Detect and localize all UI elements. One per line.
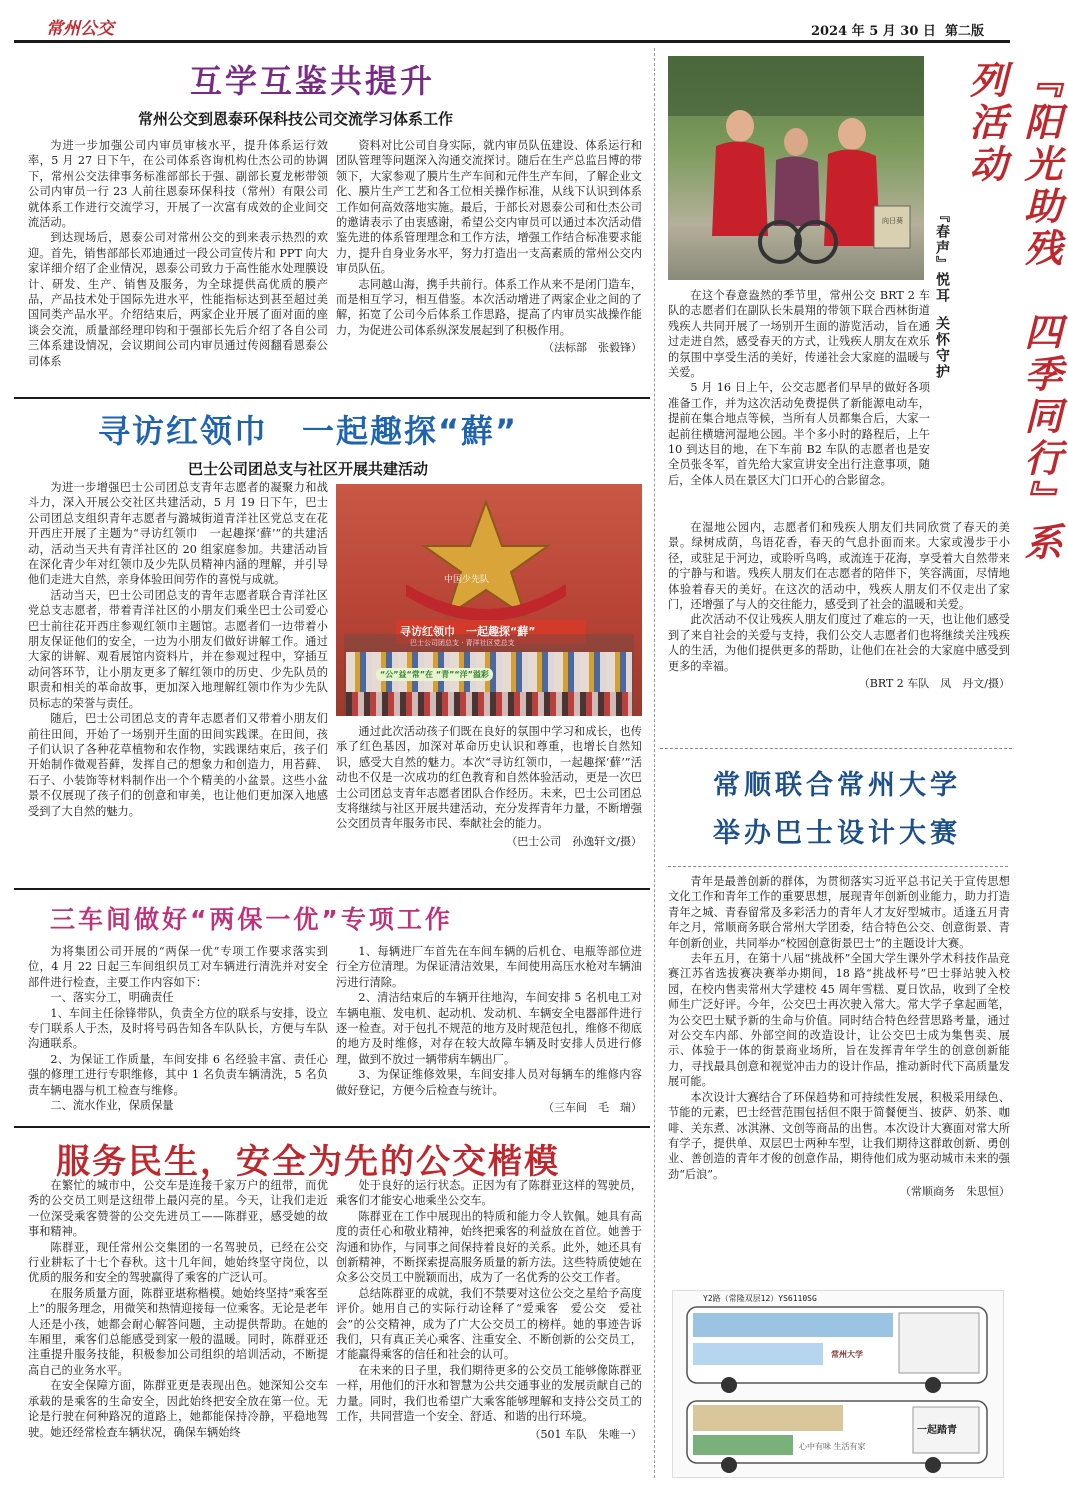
- article5-body-bottom: [668, 520, 1010, 691]
- bus-caption: Y2路（常隆双层12）YS6110SG: [703, 1294, 817, 1303]
- article-exchange-learning: [20, 48, 646, 388]
- page-header: [0, 0, 1024, 44]
- paragraph: 1、每辆进厂车首先在车间车辆的后机仓、电瓶等部位进行全方位清理。为保证清洁效果，车间使用高压水枪对车辆油污进行清除。: [336, 945, 642, 989]
- article6-body: [668, 874, 1010, 1200]
- paragraph: 总结陈群亚的成就，我们不禁要对这位公交之星给予高度评价。她用自己的实际行动诠释了“爱乘客 爱公交 爱社会”的公交精神，成为了广大公交员工的榜样。她的事迹告诉我们，只有真正关心乘客、注重安全、不断创新的公交员工，才能赢得乘客的信任和社会的认可。: [336, 1286, 642, 1362]
- bus-text-b: 一起踏青: [917, 1425, 957, 1436]
- article6-title-line1: 常顺联合常州大学: [713, 770, 961, 801]
- paragraph: 活动当天，巴士公司团总支的青年志愿者联合青洋社区党总支志愿者，带着青洋社区的小朋友们乘坐巴士公司爱心巴士前往花开西庄参观红领巾主题馆。志愿者们一边带着小朋友保证他们的安全，一边为小朋友们做好讲解工作。通过大家的讲解、观看展馆内资料片，并在参观过程中，穿插互动问答环节，让小朋友更多了解红领巾的历史、少先队员的职责和相关的革命故事，更加深入地理解红领巾作为少先队员标志的荣誉与责任。: [28, 588, 328, 710]
- section-rule-right: [660, 748, 1012, 749]
- people-row: [346, 692, 632, 716]
- paragraph: 在繁忙的城市中，公交车是连接千家万户的纽带，而优秀的公交员工则是这纽带上最闪亮的星。今天，让我们走近一位深受乘客赞誉的公交先进员工——陈群亚，感受她的故事和精神。: [28, 1179, 328, 1239]
- bus-design-figure: [672, 1290, 1004, 1478]
- paragraph: 在湿地公园内，志愿者们和残疾人朋友们共同欣赏了春天的美景。绿树成荫，鸟语花香，春天的气息扑面而来。大家或漫步于小径，或驻足于河边，或聆听鸟鸣，或流连于花海，享受着大自然带来的宁静与和谐。残疾人朋友们在志愿者的陪伴下，笑容满面，尽情地体验着春天的美好。在这次的活动中，残疾人朋友们不仅走出了家门，还增强了与人的交往能力，感受到了社会的温暖和关爱。: [668, 521, 1010, 612]
- article2-col2: [336, 724, 642, 849]
- section-rule: [14, 397, 650, 399]
- paragraph: 处于良好的运行状态。正因为有了陈群亚这样的驾驶员，乘客们才能安心地乘坐公交车。: [336, 1179, 642, 1208]
- bus-text-a: 常州大学: [831, 1350, 863, 1359]
- article5-title: 『阳光助残 四季同行』系列活动: [963, 60, 1063, 564]
- paragraph: 在安全保障方面，陈群亚更是表现出色。她深知公交车承载的是乘客的生命安全，因此始终把安全放在第一位。无论是行驶在何种路况的道路上，她都能保持冷静，平稳地驾驶。她还经常检查车辆状况，确保车辆始终: [28, 1379, 328, 1439]
- article-workshop: [20, 890, 646, 1124]
- article5-body-top: [668, 288, 930, 488]
- paragraph: 5 月 16 日上午，公交志愿者们早早的做好各项准备工作，并为这次活动免费提供了新能源电动车，提前在集合地点等候，当所有人员都集合后，大家一起前往横塘河湿地公园。半个多小时的路程后，上午 10 到达目的地，在下车前 B2 车队的志愿者也是安全员张冬军，首先给大家宣讲安全出行注意事项，随后，全体人员在景区大门口开心的合影留念。: [668, 381, 930, 487]
- article2-signature: （巴士公司 孙逸轩文/摄）: [506, 834, 642, 848]
- article-bus-model: [20, 1128, 646, 1478]
- paragraph: 通过此次活动孩子们既在良好的氛围中学习和成长，也传承了红色基因，加深对革命历史认识和尊重，也增长自然知识，感受大自然的魅力。本次“寻访红领巾，一起趣探‘蘚’”活动也不仅是一次成功的红色教育和自然体验活动，更是一次巴士公司团总支青年志愿者团队合作经历。未来，巴士公司团总支将继续与社区开展共建活动，充分发挥青年力量，不断增强公交团员青年服务市民、奉献社会的能力。: [336, 725, 642, 831]
- article4-title: 服务民生，安全为先的公交楷模: [56, 1142, 560, 1182]
- article1-col2: [336, 138, 642, 356]
- issue-date: [811, 20, 984, 39]
- article4-signature: （501 车队 朱唯一）: [529, 1427, 642, 1441]
- paragraph: 在这个春意盎然的季节里，常州公交 BRT 2 车队的志愿者们在副队长朱晨翔的带领下联合西林街道残疾人共同开展了一场别开生面的游览活动，旨在通过走进自然，感受春天的方式，让残疾人朋友在欢乐的氛围中享受生活的美好，传递社会大家庭的温暖与关爱。: [668, 289, 930, 380]
- paragraph: 陈群亚在工作中展现出的特质和能力令人钦佩。她具有高度的责任心和敬业精神，始终把乘客的利益放在首位。她善于沟通和协作，与同事之间保持着良好的关系。此外，她还具有创新精神，不断探索提高服务质量的新方法。这些特质使她在众多公交员工中脱颖而出，成为了一名优秀的公交工作者。: [336, 1209, 642, 1285]
- bus-text-c: 心中有味 生活有家: [799, 1442, 866, 1451]
- article5-subtitle-b: 关怀守护: [934, 316, 950, 380]
- article6-title-line2: 举办巴士设计大赛: [713, 818, 961, 849]
- photo-sign-text: 向日葵: [882, 217, 903, 225]
- paragraph: 此次活动不仅让残疾人朋友们度过了难忘的一天，也让他们感受到了来自社会的关爱与支持，我们公交人志愿者们也将继续关注残疾人的生活，为他们提供更多的帮助，让他们在社会的大家庭中感受到更多的幸福。: [668, 613, 1010, 673]
- article1-title: 互学互鉴共提升: [190, 62, 436, 100]
- paragraph: 资料对比公司自身实际，就内审员队伍建设、体系运行和团队管理等问题深入沟通交流探讨。随后在生产总监吕博的带领下，大家参观了膜片生产车间和元件生产车间，了解企业文化、膜片生产工艺和各工位相关操作标准，从线下认识到体系工作如何高效落地实施。最后，于部长对恩泰公司和仕杰公司的邀请表示了由衷感谢，希望公交内审员可以通过本次活动借鉴先进的体系管理理念和工作方法，增强工作结合标准要求能力，提升自身业务水平，努力打造出一支高素质的常州公交内审员队伍。: [336, 139, 642, 276]
- paragraph: 随后，巴士公司团总支的青年志愿者们又带着小朋友们前往田间，开始了一场别开生面的田间实践课。在田间，孩子们认识了各种花草植物和农作物，实践课结束后，孩子们开始制作微观苔藓，发挥自己的想象力和创造力，用苔藓、石子、小装饰等材料制作出一个个精美的小盆景。这些小盆景不仅展现了孩子们的创意和审美，也让他们更加深入地感受到了大自然的魅力。: [28, 712, 328, 818]
- article5-subtitle-a: 『春声』悦耳: [934, 208, 950, 304]
- paragraph: 陈群亚，现任常州公交集团的一名驾驶员，已经在公交行业耕耘了十七个春秋。这十几年间，她始终坚守岗位，以优质的服务和安全的驾驶赢得了乘客的广泛认可。: [28, 1240, 328, 1285]
- paragraph: 2、清洁结束后的车辆开往地沟，车间安排 5 名机电工对车辆电瓶、发电机、起动机、发动机、车辆安全电器部件进行逐一检查。对于包扎不规范的地方及时规范包扎，维修不彻底的地方及时维修，对存在较大故障车辆及时安排人员进行修理，做到不放过一辆带病车辆出厂。: [336, 991, 642, 1066]
- article1-subtitle: 常州公交到恩泰环保科技公司交流学习体系工作: [138, 110, 454, 128]
- photo-banner: 寻访红领巾 一起趣探“蘚”: [400, 625, 536, 638]
- column-divider: [654, 48, 655, 1478]
- article3-col2: [336, 944, 642, 1115]
- paragraph: 在服务质量方面，陈群亚堪称楷模。她始终坚持“乘客至上”的服务理念，用微笑和热情迎接每一位乘客。无论是老年人还是小孩，她都会耐心解答问题，主动提供帮助。在她的车厢里，乘客们总能感受到家一般的温暖。同时，陈群亚还注重提升服务技能，积极参加公司组织的培训活动，不断提高自己的业务水平。: [28, 1286, 328, 1377]
- article3-title: 三车间做好“两保一优”专项工作: [50, 905, 453, 934]
- paragraph: 一、落实分工，明确责任: [50, 991, 174, 1005]
- paragraph: 为进一步增强巴士公司团总支青年志愿者的凝聚力和战斗力，深入开展公交社区共建活动，5 月 19 日下午，巴士公司团总支组织青年志愿者与潞城街道青洋社区党总支在花开西庄开展了主题为“寻访红领巾 一起趣探‘蘚’”的共建活动，活动当天共有青洋社区的 20 组家庭参加。共建活动旨在深化青少年对红领巾及少先队员精神内涵的理解，并引导他们走进大自然，亲身体验田间劳作的喜悦与成就。: [28, 481, 328, 587]
- article-disability-support: [662, 48, 1063, 748]
- paragraph: 到达现场后，恩泰公司对常州公交的到来表示热烈的欢迎。首先，销售部部长邓迪通过一段公司宣传片和 PPT 向大家详细介绍了企业情况，恩泰公司致力于高性能水处理膜设计、研发、生产、销售及服务，为全球提供高优质的膜产品，产品技术处于国际先进水平，性能指标达到甚至超过美国同类产品水平。介绍结束后，两家企业开展了面对面的座谈会交流，质量部经理印钧和于强部长先后介绍了各自公司三体系建设情况，会议期间公司内审员通过传阅翻看恩泰公司体系: [28, 231, 328, 368]
- paragraph: 去年五月，在第十八届“挑战杯”全国大学生课外学术科技作品竞赛江苏省选拔赛决赛举办期间，18 路“挑战杯号”巴士驿站驶入校园，在校内售卖常州大学建校 45 周年雪糕、夏日饮品，收到了全校师生广泛好评。今年，公交巴士再次驶入常大。常大学子拿起画笔，为公交巴士赋予新的生命与价值。同时结合特色经营思路考量，通过对公交车内部、外部空间的改造设计，让公交巴士成为集售卖、展示、体验于一体的街景商业场所，旨在发挥青年学生的创意创新能力，寻找最具创意和视觉冲击力的设计作品，推动新时代下高质量发展可能。: [668, 952, 1010, 1089]
- paragraph: 3、为保证维修效果，车间安排人员对每辆车的维修内容做好登记，方便今后检查与统计。: [336, 1068, 642, 1097]
- article3-signature: （三车间 毛 瑞）: [543, 1101, 642, 1115]
- paragraph: 为将集团公司开展的“两保一优”专项工作要求落实到位，4 月 22 日起三车间组织员工对车辆进行清洗并对安全部件进行检查，主要工作内容如下：: [28, 945, 328, 989]
- red-scarf-photo: [336, 484, 642, 716]
- header-rule: [14, 40, 1010, 43]
- article6-signature: （常顺商务 朱思恒）: [900, 1185, 1010, 1199]
- paragraph: 在未来的日子里，我们期待更多的公交员工能够像陈群亚一样，用他们的汗水和智慧为公共交通事业的发展贡献自己的力量。同时，我们也希望广大乘客能够理解和支持公交员工的工作，共同营造一个安全、舒适、和谐的出行环境。: [336, 1363, 642, 1424]
- article1-signature: （法标部 张毅锋）: [543, 341, 642, 355]
- article2-subtitle: 巴士公司团总支与社区开展共建活动: [188, 460, 429, 478]
- paragraph: 本次设计大赛结合了环保趋势和可持续性发展，积极采用绿色、节能的元素，巴士经营范围包括但不限于简餐便当、披萨、奶茶、咖啡、关东煮、冰淇淋、文创等商品的出售。本次设计大赛面对常大所有学子，提供单、双层巴士两种车型，让我们期待这群敢创新、勇创业、善创造的青年才俊的创意作品，期待他们成为驱动城市未来的强劲“后浪”。: [668, 1090, 1010, 1181]
- flag-text: 中国少先队: [444, 575, 490, 585]
- title-divider: [668, 866, 1008, 867]
- article4-col2: [336, 1178, 642, 1442]
- volunteer-photo: [668, 56, 924, 280]
- article-bus-design-contest: [662, 752, 1012, 1478]
- masthead-logo: 常州公交: [46, 19, 114, 39]
- kids-sign: “公”益“常”在 “青”“洋”溢彩: [376, 668, 493, 681]
- paragraph: 二、流水作业，保质保量: [50, 1099, 174, 1113]
- article3-col1: [28, 944, 328, 1113]
- article4-col1: [28, 1178, 328, 1440]
- paragraph: 1、车间主任徐锋带队，负责全方位的联系与安排，设立专门联系人于杰，及时将号码告知各车队队长，方便与车队沟通联系。: [28, 1006, 328, 1051]
- edition-text: 第二版: [944, 24, 984, 39]
- article5-signature: （BRT 2 车队 凤 丹文/摄）: [858, 677, 1010, 691]
- article1-col1: [28, 138, 328, 369]
- paragraph: 2、为保证工作质量，车间安排 6 名经验丰富、责任心强的修理工进行专职维修，其中 1 名负责车辆清洗，5 名负责车辆电器与机工检查与维修。: [28, 1052, 328, 1097]
- photo-banner-small: 巴士公司团总支 · 青洋社区党总支: [410, 639, 515, 647]
- article2-col1: [28, 480, 328, 819]
- date-text: 2024 年 5 月 30 日: [810, 24, 936, 39]
- photo-figures: [668, 56, 924, 280]
- paragraph: 为进一步加强公司内审员审核水平，提升体系运行效率，5 月 27 日下午，在公司体系咨询机构仕杰公司的协调下，常州公交法律事务标准部部长于强、副部长夏龙彬带领公司内审员一行 23 人前往恩泰环保科技（常州）有限公司就体系工作进行交流学习，开展了一次富有成效的企业间交流活动。: [28, 139, 328, 230]
- paragraph: 青年是最善创新的群体，为贯彻落实习近平总书记关于宣传思想文化工作和青年工作的重要思想，展现青年创新创业能力，助力打造青年之城、青春留常及多彩活力的青年人才友好型城市。适逢五月青年之月，常顺商务联合常州大学团委，结合特色公交、创意街景、青年创新创业，共同举办“校园创意街景巴士”的主题设计大赛。: [668, 875, 1010, 950]
- paragraph: 志同越山海，携手共前行。体系工作从来不是闭门造车，而是相互学习，相互借鉴。本次活动增进了两家企业之间的了解，拓宽了公司今后体系工作思路，提高了内审员实战操作能力，为促进公司体系纵深发展起到了积极作用。: [336, 277, 642, 337]
- article2-title: 寻访红领巾 一起趣探“蘚”: [98, 412, 519, 450]
- article-red-scarf: [20, 400, 646, 880]
